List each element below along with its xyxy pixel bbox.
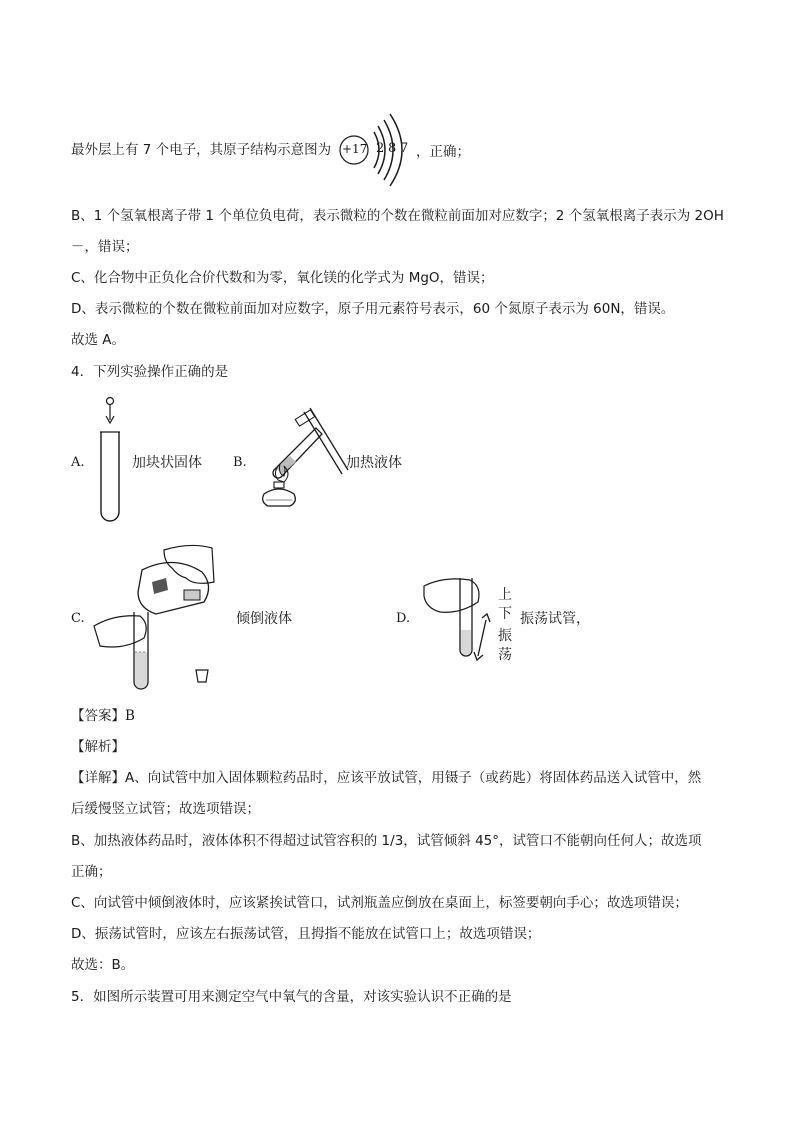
detail-b-line1: B、加热液体药品时，液体体积不得超过试管容积的 1/3，试管倾斜 45°，试管口不能朝向任何人；故选项 <box>71 833 702 849</box>
answer-q3: 故选 A。 <box>71 332 126 348</box>
atom-nucleus-charge: +17 <box>342 142 368 156</box>
detail-b-line2: 正确； <box>71 864 112 880</box>
option-c-figure <box>94 542 224 692</box>
detail-a-line1: 【详解】A、向试管中加入固体颗粒药品时，应该平放试管，用镊子（或药匙）将固体药品送入试管中，然 <box>71 770 702 786</box>
option-d-label: D. <box>396 611 411 626</box>
option-a-label: A. <box>71 455 85 470</box>
question5-stem: 5．如图所示装置可用来测定空气中氧气的含量，对该实验认识不正确的是 <box>71 989 512 1005</box>
analysis-tag: 【解析】 <box>71 739 125 755</box>
atom-shell-2: 8 <box>388 141 397 156</box>
option-a-figure <box>96 394 126 524</box>
option-a-caption: 加块状固体 <box>132 455 202 471</box>
shake-char-2: 下 <box>498 606 512 622</box>
option-c-caption: 倾倒液体 <box>236 611 292 627</box>
answer-tag: 【答案】 <box>71 708 125 724</box>
detail-c-line: C、向试管中倾倒液体时，应该紧挨试管口，试剂瓶盖应倒放在桌面上，标签要朝向手心；故选项错误； <box>71 895 688 911</box>
detail-d-line: D、振荡试管时，应该左右振荡试管，且拇指不能放在试管口上；故选项错误； <box>71 926 541 942</box>
option-d-caption: 振荡试管， <box>520 611 590 627</box>
analysis-b-line2: －，错误； <box>71 239 139 255</box>
analysis-c: C、化合物中正负化合价代数和为零，氧化镁的化学式为 MgO，错误； <box>71 270 494 286</box>
option-b-label: B. <box>233 455 247 470</box>
option-c-label: C. <box>71 611 85 626</box>
atom-structure-line <box>71 140 331 160</box>
detail-conclusion: 故选：B。 <box>71 957 135 973</box>
atom-line-suffix: ，正确； <box>416 144 470 160</box>
detail-a-line2: 后缓慢竖立试管；故选项错误； <box>71 801 260 817</box>
shake-char-4: 荡 <box>498 647 512 663</box>
atom-shell-3: 7 <box>400 141 409 156</box>
atom-shell-1: 2 <box>376 141 385 156</box>
analysis-d: D、表示微粒的个数在微粒前面加对应数字，原子用元素符号表示，60 个氮原子表示为 60N，错误。 <box>71 301 675 317</box>
atom-line-prefix: 最外层上有 7 个电子，其原子结构示意图为 <box>71 142 332 158</box>
analysis-b-line1: B、1 个氢氧根离子带 1 个单位负电荷，表示微粒的个数在微粒前面加对应数字；2 个氢氧根离子表示为 2OH <box>71 208 724 224</box>
answer-line <box>71 706 135 726</box>
option-b-caption: 加热液体 <box>346 455 402 471</box>
shake-char-1: 上 <box>498 587 512 603</box>
question4-stem: 4．下列实验操作正确的是 <box>71 364 229 380</box>
option-b-figure <box>254 402 354 512</box>
shake-char-3: 振 <box>498 628 512 644</box>
answer-value: B <box>125 708 135 724</box>
